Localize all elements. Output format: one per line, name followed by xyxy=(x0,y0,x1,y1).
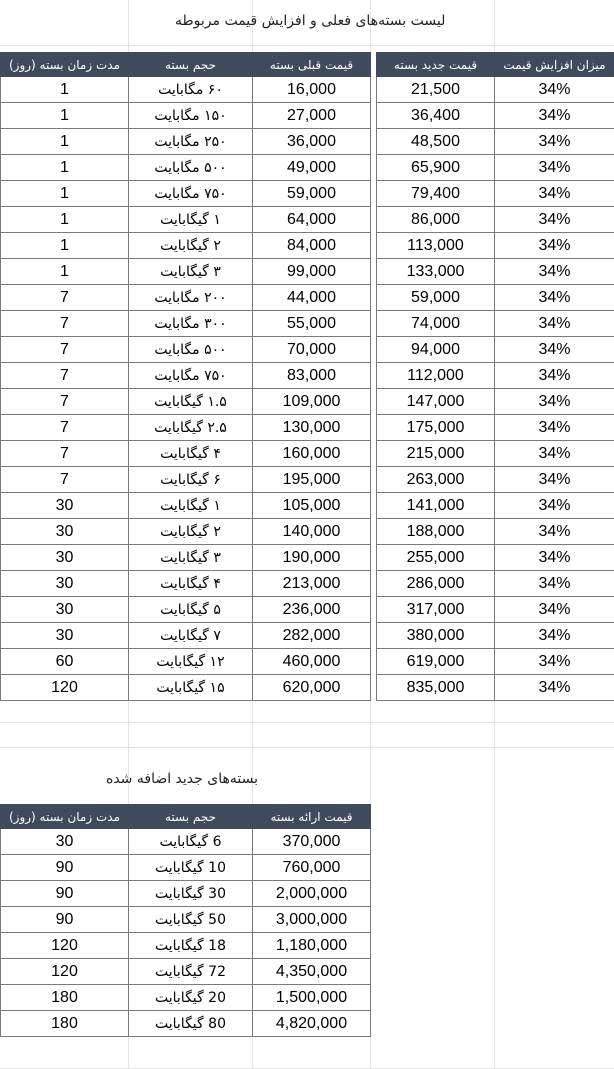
cell-new-price: 835,000 xyxy=(377,675,495,701)
table-row xyxy=(1,493,614,519)
cell-increase: 34% xyxy=(495,337,614,363)
cell-duration: 7 xyxy=(1,363,129,389)
cell-new-price: 65,900 xyxy=(377,155,495,181)
cell-volume: ۳ گیگابایت xyxy=(129,259,253,285)
cell-price: 2,000,000 xyxy=(253,881,371,907)
cell-volume: ۲۰۰ مگابایت xyxy=(129,285,253,311)
cell-volume: 20 گیگابایت xyxy=(129,985,253,1011)
cell-volume: ۶۰ مگابایت xyxy=(129,77,253,103)
cell-duration: 30 xyxy=(1,623,129,649)
cell-increase: 34% xyxy=(495,207,614,233)
cell-old-price: 64,000 xyxy=(253,207,371,233)
cell-new-price: 112,000 xyxy=(377,363,495,389)
cell-duration: 1 xyxy=(1,129,129,155)
header-increase: میزان افزایش قیمت xyxy=(495,53,614,77)
cell-duration: 120 xyxy=(1,675,129,701)
header-volume: حجم بسته xyxy=(129,805,253,829)
cell-volume: ۳ گیگابایت xyxy=(129,545,253,571)
cell-new-price: 74,000 xyxy=(377,311,495,337)
cell-increase: 34% xyxy=(495,467,614,493)
cell-increase: 34% xyxy=(495,571,614,597)
cell-duration: 120 xyxy=(1,959,129,985)
table-row xyxy=(1,389,614,415)
cell-volume: ۴ گیگابایت xyxy=(129,571,253,597)
table-header-row xyxy=(1,805,371,829)
table-row xyxy=(1,233,614,259)
table-row xyxy=(1,907,371,933)
header-price: قیمت ارائه بسته xyxy=(253,805,371,829)
cell-increase: 34% xyxy=(495,415,614,441)
table-row xyxy=(1,623,614,649)
cell-increase: 34% xyxy=(495,233,614,259)
cell-old-price: 44,000 xyxy=(253,285,371,311)
cell-duration: 1 xyxy=(1,207,129,233)
cell-volume: ۴ گیگابایت xyxy=(129,441,253,467)
cell-volume: ۵ گیگابایت xyxy=(129,597,253,623)
header-volume: حجم بسته xyxy=(129,53,253,77)
cell-duration: 7 xyxy=(1,415,129,441)
cell-price: 1,500,000 xyxy=(253,985,371,1011)
cell-volume: ۷۵۰ مگابایت xyxy=(129,363,253,389)
cell-volume: ۱۲ گیگابایت xyxy=(129,649,253,675)
cell-duration: 7 xyxy=(1,285,129,311)
table-row xyxy=(1,259,614,285)
cell-increase: 34% xyxy=(495,389,614,415)
cell-old-price: 460,000 xyxy=(253,649,371,675)
cell-duration: 30 xyxy=(1,493,129,519)
cell-duration: 7 xyxy=(1,337,129,363)
cell-increase: 34% xyxy=(495,519,614,545)
cell-increase: 34% xyxy=(495,649,614,675)
cell-old-price: 620,000 xyxy=(253,675,371,701)
cell-volume: ۶ گیگابایت xyxy=(129,467,253,493)
cell-duration: 90 xyxy=(1,881,129,907)
new-packages-table xyxy=(0,804,371,1037)
cell-increase: 34% xyxy=(495,103,614,129)
cell-increase: 34% xyxy=(495,129,614,155)
cell-increase: 34% xyxy=(495,311,614,337)
table-row xyxy=(1,675,614,701)
cell-increase: 34% xyxy=(495,363,614,389)
cell-volume: ۲۵۰ مگابایت xyxy=(129,129,253,155)
cell-new-price: 188,000 xyxy=(377,519,495,545)
cell-old-price: 70,000 xyxy=(253,337,371,363)
cell-new-price: 317,000 xyxy=(377,597,495,623)
cell-duration: 7 xyxy=(1,389,129,415)
cell-duration: 180 xyxy=(1,985,129,1011)
cell-old-price: 16,000 xyxy=(253,77,371,103)
cell-duration: 90 xyxy=(1,855,129,881)
table-row xyxy=(1,545,614,571)
cell-volume: ۱.۵ گیگابایت xyxy=(129,389,253,415)
cell-price: 760,000 xyxy=(253,855,371,881)
cell-duration: 1 xyxy=(1,233,129,259)
cell-increase: 34% xyxy=(495,545,614,571)
cell-new-price: 86,000 xyxy=(377,207,495,233)
cell-new-price: 79,400 xyxy=(377,181,495,207)
cell-duration: 1 xyxy=(1,77,129,103)
table-row xyxy=(1,597,614,623)
cell-increase: 34% xyxy=(495,597,614,623)
table-row xyxy=(1,129,614,155)
table-row xyxy=(1,415,614,441)
cell-new-price: 147,000 xyxy=(377,389,495,415)
table-row xyxy=(1,881,371,907)
cell-old-price: 195,000 xyxy=(253,467,371,493)
cell-increase: 34% xyxy=(495,675,614,701)
cell-duration: 30 xyxy=(1,571,129,597)
cell-new-price: 141,000 xyxy=(377,493,495,519)
cell-new-price: 113,000 xyxy=(377,233,495,259)
cell-duration: 90 xyxy=(1,907,129,933)
table-row xyxy=(1,103,614,129)
cell-volume: 80 گیگابایت xyxy=(129,1011,253,1037)
cell-volume: ۷۵۰ مگابایت xyxy=(129,181,253,207)
table-row xyxy=(1,77,614,103)
cell-duration: 30 xyxy=(1,545,129,571)
cell-new-price: 619,000 xyxy=(377,649,495,675)
cell-new-price: 215,000 xyxy=(377,441,495,467)
cell-volume: 10 گیگابایت xyxy=(129,855,253,881)
cell-volume: ۵۰۰ مگابایت xyxy=(129,155,253,181)
cell-volume: 50 گیگابایت xyxy=(129,907,253,933)
cell-duration: 1 xyxy=(1,103,129,129)
cell-new-price: 48,500 xyxy=(377,129,495,155)
cell-price: 3,000,000 xyxy=(253,907,371,933)
cell-old-price: 160,000 xyxy=(253,441,371,467)
cell-duration: 120 xyxy=(1,933,129,959)
cell-increase: 34% xyxy=(495,493,614,519)
cell-new-price: 59,000 xyxy=(377,285,495,311)
table-row xyxy=(1,363,614,389)
cell-increase: 34% xyxy=(495,441,614,467)
table-row xyxy=(1,441,614,467)
cell-old-price: 59,000 xyxy=(253,181,371,207)
table-row xyxy=(1,829,371,855)
cell-old-price: 236,000 xyxy=(253,597,371,623)
cell-old-price: 190,000 xyxy=(253,545,371,571)
cell-duration: 1 xyxy=(1,259,129,285)
cell-duration: 30 xyxy=(1,597,129,623)
cell-increase: 34% xyxy=(495,285,614,311)
cell-old-price: 84,000 xyxy=(253,233,371,259)
cell-new-price: 175,000 xyxy=(377,415,495,441)
cell-duration: 60 xyxy=(1,649,129,675)
header-new-price: قیمت جدید بسته xyxy=(377,53,495,77)
cell-new-price: 36,400 xyxy=(377,103,495,129)
cell-volume: 6 گیگابایت xyxy=(129,829,253,855)
table-row xyxy=(1,285,614,311)
cell-duration: 1 xyxy=(1,155,129,181)
cell-new-price: 263,000 xyxy=(377,467,495,493)
cell-old-price: 140,000 xyxy=(253,519,371,545)
table-row xyxy=(1,1011,371,1037)
cell-new-price: 380,000 xyxy=(377,623,495,649)
cell-price: 4,820,000 xyxy=(253,1011,371,1037)
cell-old-price: 109,000 xyxy=(253,389,371,415)
table-row xyxy=(1,337,614,363)
cell-new-price: 94,000 xyxy=(377,337,495,363)
cell-old-price: 49,000 xyxy=(253,155,371,181)
cell-old-price: 99,000 xyxy=(253,259,371,285)
cell-volume: 30 گیگابایت xyxy=(129,881,253,907)
cell-duration: 7 xyxy=(1,467,129,493)
grid-line xyxy=(0,747,614,748)
cell-duration: 7 xyxy=(1,311,129,337)
cell-volume: 18 گیگابایت xyxy=(129,933,253,959)
header-duration: مدت زمان بسته (روز) xyxy=(1,53,129,77)
cell-price: 1,180,000 xyxy=(253,933,371,959)
cell-volume: ۲ گیگابایت xyxy=(129,233,253,259)
cell-volume: ۳۰۰ مگابایت xyxy=(129,311,253,337)
cell-new-price: 255,000 xyxy=(377,545,495,571)
cell-new-price: 133,000 xyxy=(377,259,495,285)
cell-volume: ۱۵۰ مگابایت xyxy=(129,103,253,129)
cell-volume: ۲ گیگابایت xyxy=(129,519,253,545)
grid-line xyxy=(0,722,614,723)
cell-old-price: 27,000 xyxy=(253,103,371,129)
grid-line xyxy=(0,45,614,46)
table-header-row xyxy=(1,53,614,77)
cell-duration: 30 xyxy=(1,829,129,855)
cell-duration: 30 xyxy=(1,519,129,545)
cell-volume: ۷ گیگابایت xyxy=(129,623,253,649)
cell-increase: 34% xyxy=(495,155,614,181)
table-row xyxy=(1,311,614,337)
table-row xyxy=(1,519,614,545)
cell-duration: 1 xyxy=(1,181,129,207)
cell-old-price: 282,000 xyxy=(253,623,371,649)
cell-volume: ۱۵ گیگابایت xyxy=(129,675,253,701)
table-row xyxy=(1,467,614,493)
table-row xyxy=(1,855,371,881)
cell-volume: ۱ گیگابایت xyxy=(129,493,253,519)
cell-volume: 72 گیگابایت xyxy=(129,959,253,985)
table-row xyxy=(1,155,614,181)
cell-old-price: 83,000 xyxy=(253,363,371,389)
cell-price: 370,000 xyxy=(253,829,371,855)
cell-old-price: 105,000 xyxy=(253,493,371,519)
cell-old-price: 213,000 xyxy=(253,571,371,597)
table-row xyxy=(1,649,614,675)
cell-increase: 34% xyxy=(495,259,614,285)
new-packages-title: بسته‌های جدید اضافه شده xyxy=(106,771,258,787)
cell-old-price: 55,000 xyxy=(253,311,371,337)
current-packages-table xyxy=(0,52,614,701)
cell-old-price: 36,000 xyxy=(253,129,371,155)
cell-volume: ۵۰۰ مگابایت xyxy=(129,337,253,363)
header-old-price: قیمت قبلی بسته xyxy=(253,53,371,77)
cell-increase: 34% xyxy=(495,623,614,649)
table-row xyxy=(1,933,371,959)
cell-new-price: 286,000 xyxy=(377,571,495,597)
table-row xyxy=(1,959,371,985)
cell-new-price: 21,500 xyxy=(377,77,495,103)
table-row xyxy=(1,985,371,1011)
cell-duration: 7 xyxy=(1,441,129,467)
header-duration: مدت زمان بسته (روز) xyxy=(1,805,129,829)
cell-increase: 34% xyxy=(495,77,614,103)
cell-increase: 34% xyxy=(495,181,614,207)
table-row xyxy=(1,571,614,597)
cell-price: 4,350,000 xyxy=(253,959,371,985)
cell-volume: ۲.۵ گیگابایت xyxy=(129,415,253,441)
cell-duration: 180 xyxy=(1,1011,129,1037)
sheet-title: لیست بسته‌های فعلی و افزایش قیمت مربوطه xyxy=(175,13,445,29)
cell-old-price: 130,000 xyxy=(253,415,371,441)
table-row xyxy=(1,207,614,233)
table-row xyxy=(1,181,614,207)
cell-volume: ۱ گیگابایت xyxy=(129,207,253,233)
